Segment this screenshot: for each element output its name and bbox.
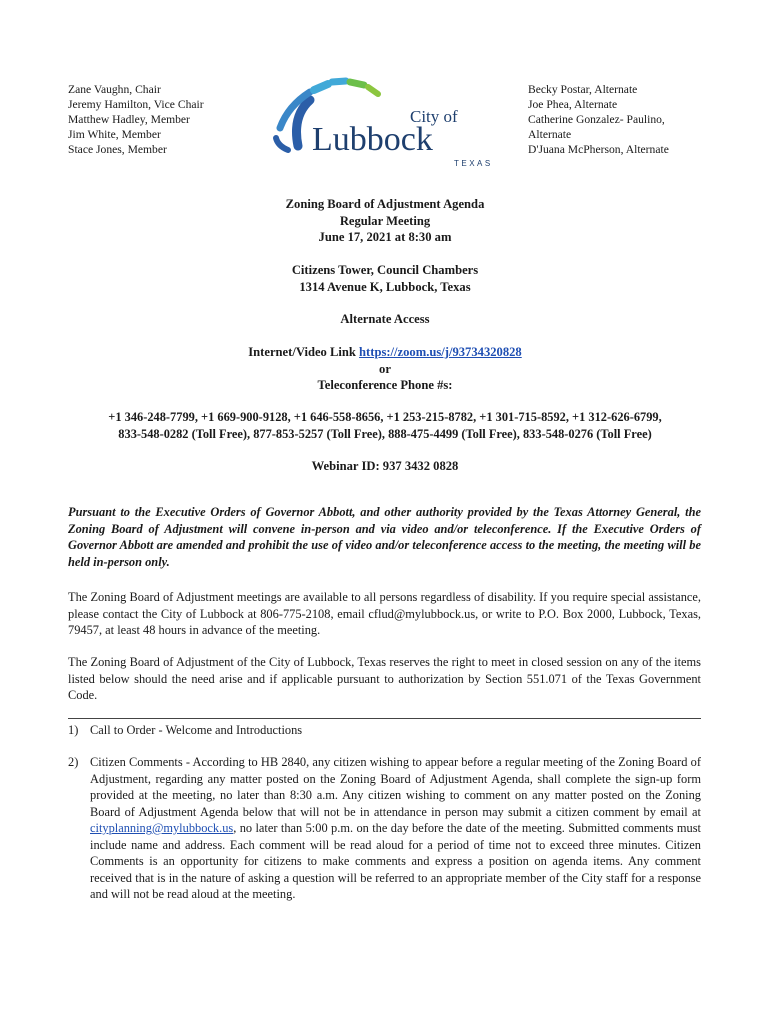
agenda-title-block bbox=[0, 196, 770, 246]
logo-city-of: City of bbox=[410, 107, 458, 126]
zoom-link[interactable]: https://zoom.us/j/93734320828 bbox=[359, 345, 522, 359]
meeting-date: June 17, 2021 at 8:30 am bbox=[318, 230, 452, 245]
member-name: Jim White, Member bbox=[68, 128, 161, 141]
board-members-left bbox=[68, 82, 204, 157]
location-address: 1314 Avenue K, Lubbock, Texas bbox=[299, 279, 471, 294]
divider bbox=[68, 718, 701, 719]
member-name: Matthew Hadley, Member bbox=[68, 113, 190, 126]
logo-texas: TEXAS bbox=[454, 159, 493, 168]
phone-numbers-line-1: +1 346-248-7799, +1 669-900-9128, +1 646-558-8656, +1 253-215-8782, +1 301-715-8592, +1 312-626-6799, bbox=[108, 410, 662, 424]
video-link-label: Internet/Video Link bbox=[248, 345, 360, 359]
phone-numbers-line-2: 833-548-0282 (Toll Free), 877-853-5257 (Toll Free), 888-475-4499 (Toll Free), 833-548-0276 (Toll Free) bbox=[118, 426, 652, 441]
accessibility-paragraph: The Zoning Board of Adjustment meetings are available to all persons regardless of disability. If you require special assistance, please contact the City of Lubbock at 806-775-2108, email cflud@mylubbock.us, or write to P.O. Box 2000, Lubbock, Texas, 79457, at least 48 hours in advance of the meeting. bbox=[68, 590, 701, 637]
member-name: Joe Phea, Alternate bbox=[528, 98, 618, 111]
or-text: or bbox=[379, 361, 391, 376]
logo-lubbock: Lubbock bbox=[312, 121, 433, 158]
agenda-item bbox=[68, 754, 701, 903]
meeting-type: Regular Meeting bbox=[339, 213, 431, 228]
agenda-item-text: Call to Order - Welcome and Introductions bbox=[90, 723, 303, 737]
cityplanning-email-link[interactable]: cityplanning@mylubbock.us bbox=[90, 821, 234, 835]
board-members-right bbox=[528, 82, 669, 157]
agenda-item bbox=[68, 722, 701, 739]
access-block bbox=[0, 344, 770, 394]
alternate-access-heading: Alternate Access bbox=[340, 312, 430, 326]
agenda-item-number: 1) bbox=[68, 723, 79, 737]
member-name: Jeremy Hamilton, Vice Chair bbox=[68, 98, 204, 111]
phone-label: Teleconference Phone #s: bbox=[317, 378, 453, 393]
member-name: Zane Vaughn, Chair bbox=[68, 83, 161, 96]
executive-order-notice: Pursuant to the Executive Orders of Governor Abbott, and other authority provided by the Texas Attorney General, the Zoning Board of Adjustment will convene in-person and via video and/or teleconference. If the Executive Orders of Governor Abbott are amended and prohibit the use of video and/or teleconference access to the meeting, the meeting will be held in-person only. bbox=[68, 505, 701, 569]
member-name: Becky Postar, Alternate bbox=[528, 83, 638, 96]
location-block bbox=[0, 262, 770, 295]
closed-session-paragraph: The Zoning Board of Adjustment of the City of Lubbock, Texas reserves the right to meet in closed session on any of the items listed below should the need arise and if applicable pursuant to authorization by Section 551.071 of the Texas Government Code. bbox=[68, 655, 701, 702]
member-name: D'Juana McPherson, Alternate bbox=[528, 143, 669, 156]
video-link-line bbox=[0, 344, 770, 361]
location-venue: Citizens Tower, Council Chambers bbox=[291, 263, 479, 277]
agenda-item-text: Citizen Comments - According to HB 2840, any citizen wishing to appear before a regular meeting of the Zoning Board of Adjustment, regarding any matter posted on the Zoning Board of Adjustment Agenda, shall complete the sign-up form provided at the meeting, no later than 8:30 a.m. Any citizen wishing to comment on any matter posted on the Zoning Board of Adjustment Agenda below that will not be in attendance in person may submit a citizen comment by email at cityplanning@mylubbock.us, no later than 5:00 p.m. on the day before the date of the meeting. Submitted comments must include name and address. Each comment will be read aloud for a period of time not to exceed three minutes. Citizen Comments is an opportunity for citizens to make comments and express a position on agenda items. Any comment received that is in the nature of asking a question will be referred to an appropriate member of the City staff for a response and will not be read aloud at the meeting. bbox=[90, 755, 701, 901]
member-name: Catherine Gonzalez- Paulino, bbox=[528, 113, 665, 126]
city-of-lubbock-logo bbox=[270, 76, 500, 168]
agenda-title: Zoning Board of Adjustment Agenda bbox=[285, 197, 485, 211]
phone-numbers bbox=[0, 409, 770, 442]
member-name: Stace Jones, Member bbox=[68, 143, 167, 156]
member-name: Alternate bbox=[528, 128, 572, 141]
webinar-id: Webinar ID: 937 3432 0828 bbox=[311, 459, 459, 473]
agenda-item-number: 2) bbox=[68, 755, 79, 769]
